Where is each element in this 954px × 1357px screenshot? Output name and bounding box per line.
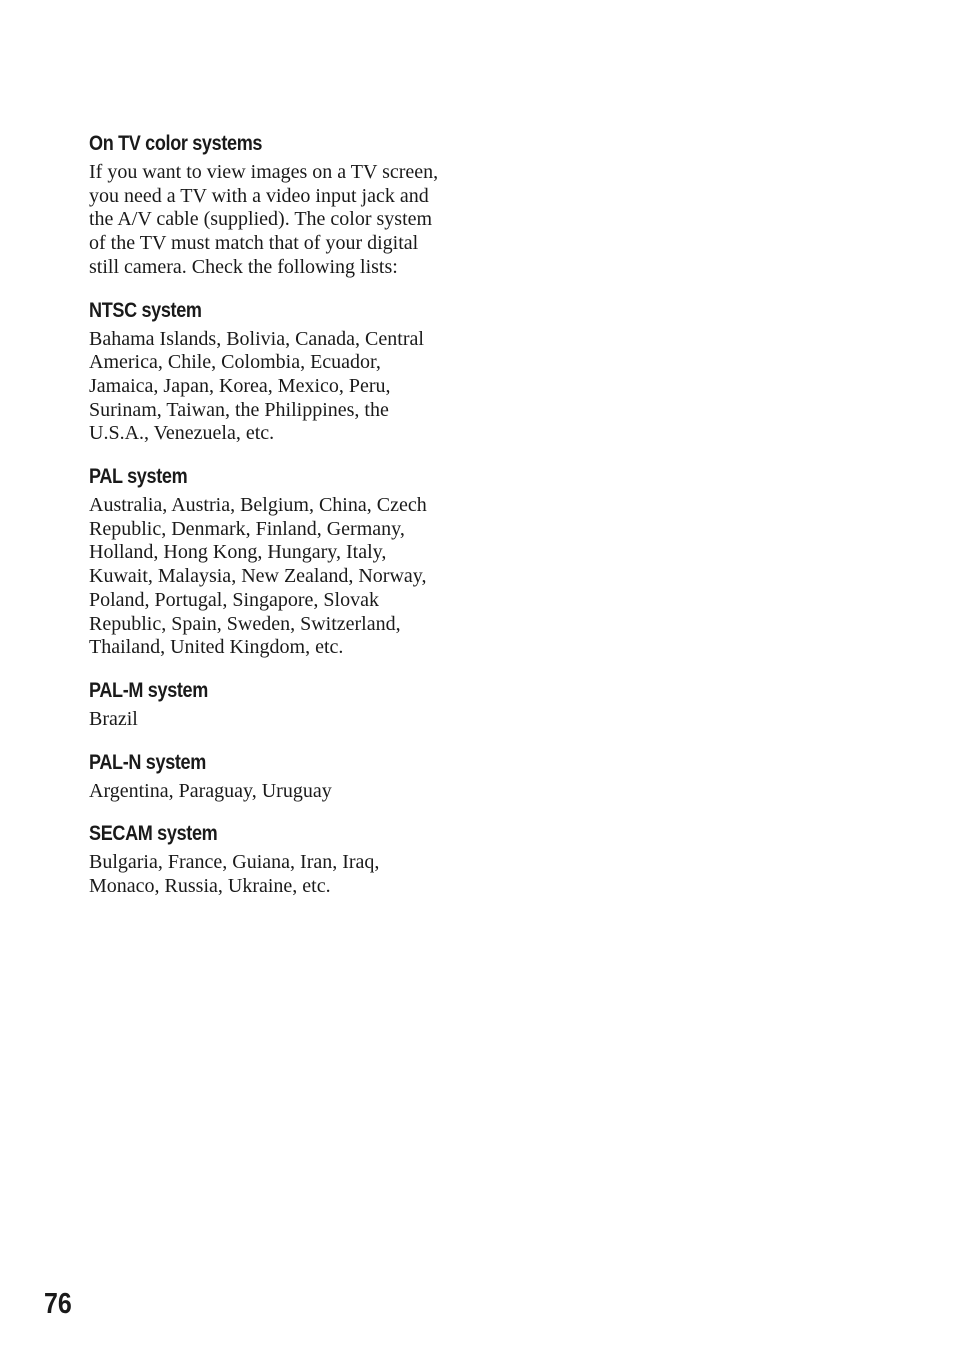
section-secam-system: [89, 819, 461, 898]
section-heading: NTSC system: [89, 298, 202, 322]
section-body: Australia, Austria, Belgium, China, Czech Republic, Denmark, Finland, Germany, Holland, Hong Kong, Hungary, Italy, Kuwait, Malaysia, New Zealand, Norway, Poland, Portugal, Singapore, Slovak Republic, Spain, Sweden, Switzerland, Thailand, United Kingdom, etc.: [89, 494, 427, 659]
section-body: Bulgaria, France, Guiana, Iran, Iraq, Monaco, Russia, Ukraine, etc.: [89, 851, 380, 898]
section-tv-color-systems: [89, 129, 461, 280]
section-body: If you want to view images on a TV screen, you need a TV with a video input jack and the A/V cable (supplied). The color system of the TV must match that of your digital still camera. Check the following lists:: [89, 161, 439, 278]
section-body: Argentina, Paraguay, Uruguay: [89, 779, 332, 802]
page-number: 76: [44, 1288, 72, 1320]
section-heading: PAL-N system: [89, 750, 206, 774]
section-pal-system: [89, 462, 461, 660]
content-column: [89, 129, 461, 899]
section-heading: PAL system: [89, 465, 188, 489]
section-heading: On TV color systems: [89, 132, 263, 155]
section-heading: PAL-M system: [89, 678, 208, 702]
section-heading: SECAM system: [89, 822, 218, 846]
section-body: Brazil: [89, 707, 138, 730]
section-pal-m-system: [89, 676, 461, 732]
section-body: Bahama Islands, Bolivia, Canada, Central America, Chile, Colombia, Ecuador, Jamaica, Japan, Korea, Mexico, Peru, Surinam, Taiwan, the Philippines, the U.S.A., Venezuela, etc.: [89, 327, 424, 445]
section-ntsc-system: [89, 296, 461, 447]
section-pal-n-system: [89, 748, 461, 804]
